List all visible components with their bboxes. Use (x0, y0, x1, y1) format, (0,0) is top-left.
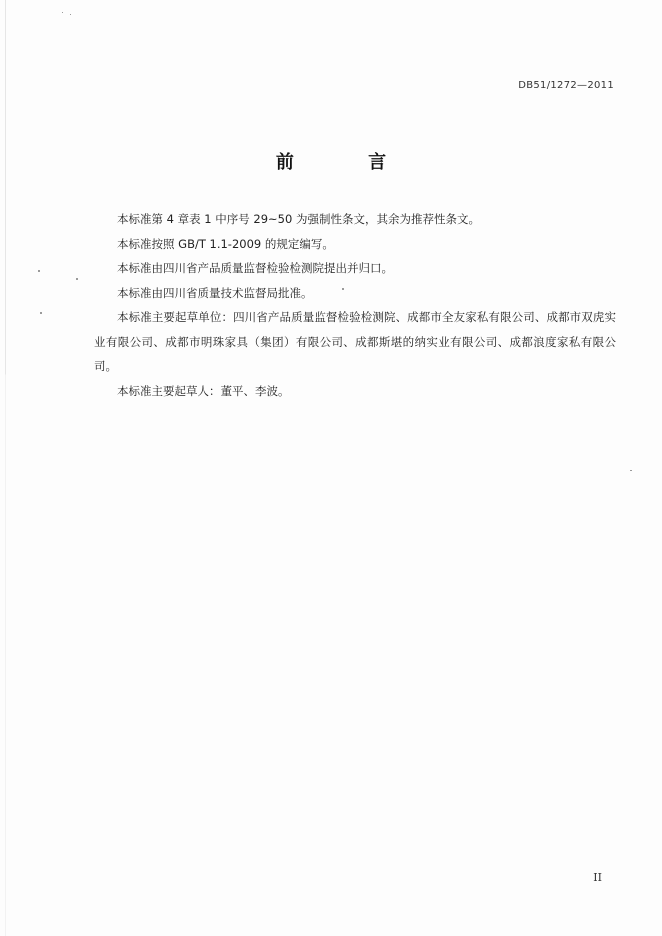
paragraph-approver: 本标准由四川省质量技术监督局批准。 (117, 285, 313, 300)
page-title: 前 言 (275, 152, 421, 173)
document-code: DB51/1272—2011 (518, 80, 614, 91)
scan-edge-line (5, 0, 6, 936)
scan-speck (76, 278, 78, 280)
scan-speck (38, 270, 40, 272)
scan-speck (630, 470, 632, 471)
scan-speck (62, 12, 63, 13)
paragraph-proposer: 本标准由四川省产品质量监督检验检测院提出并归口。 (117, 261, 393, 275)
paragraph-drafters: 本标准主要起草人：董平、李波。 (117, 383, 290, 398)
scan-speck (342, 288, 344, 290)
paragraph-mandatory-clauses: 本标准第 4 章表 1 中序号 29~50 为强制性条文，其余为推荐性条文。 (117, 212, 480, 226)
foreword-body (94, 207, 616, 403)
paragraph-drafting-rules: 本标准按照 GB/T 1.1-2009 的规定编写。 (117, 236, 334, 251)
paragraph-drafting-units: 本标准主要起草单位：四川省产品质量监督检验检测院、成都市全友家私有限公司、成都市双虎实业有限公司、成都市明珠家具（集团）有限公司、成都斯堪的纳实业有限公司、成都浪度家私有限公司。 (94, 310, 616, 373)
scan-speck (70, 14, 71, 15)
scan-speck (40, 312, 42, 314)
page-number: II (593, 871, 602, 884)
